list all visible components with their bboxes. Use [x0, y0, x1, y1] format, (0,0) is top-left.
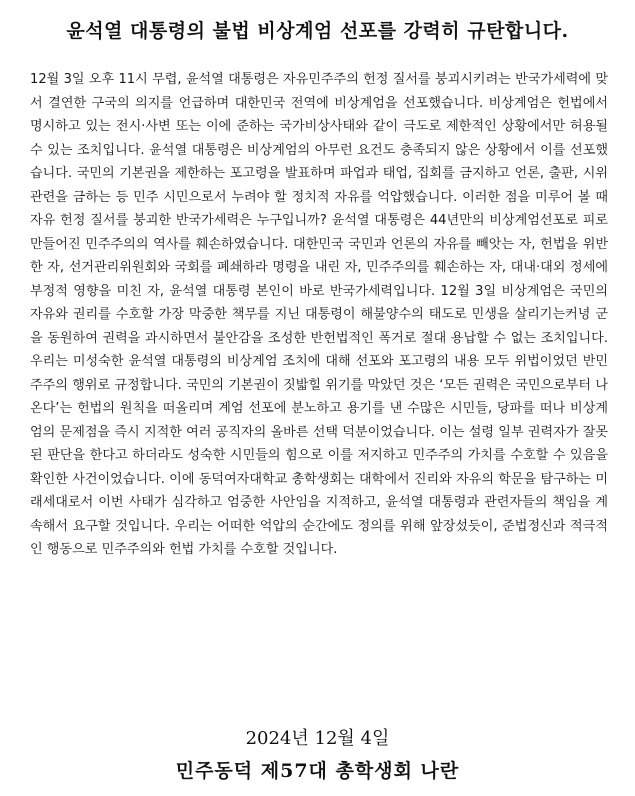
statement-date: 2024년 12월 4일 [245, 728, 390, 749]
statement-body: 12월 3일 오후 11시 무렵, 윤석열 대통령은 자유민주주의 헌정 질서를 붕괴시키려는 반국가세력에 맞서 결연한 구국의 의지를 언급하며 대한민국 전역에 비상계엄을 선포했습니다. 비상계엄은 헌법에서 명시하고 있는 전시·사변 또는 이에 준하는 국가비상사태와 같이 극도로 제한적인 상황에서만 허용될 수 있는 조치입니다. 윤석열 대통령은 비상계엄의 아무런 요건도 충족되지 않은 상황에서 이를 선포했습니다. 국민의 기본권을 제한하는 포고령을 발표하며 파업과 태업, 집회를 금지하고 언론, 출판, 시위 관련을 금하는 등 민주 시민으로서 누려야 할 정치적 자유를 억압했습니다. 이러한 점을 미루어 볼 때 자유 헌정 질서를 붕괴한 반국가세력은 누구입니까? 윤석열 대통령은 44년만의 비상계엄선포로 피로 만들어진 민주주의의 역사를 훼손하였습니다. 대한민국 국민과 언론의 자유를 빼앗는 자, 헌법을 위반한 자, 선거관리위원회와 국회를 폐쇄하라 명령을 내린 자, 민주주의를 훼손하는 자, 대내·대외 정세에 부정적 영향을 미친 자, 윤석열 대통령 본인이 바로 반국가세력입니다. 12월 3일 비상계엄은 국민의 자유와 권리를 수호할 가장 막중한 책무를 지닌 대통령이 해불양수의 태도로 민생을 살리기는커녕 군을 동원하여 권력을 과시하면서 불안감을 조성한 반헌법적인 폭거로 절대 용납할 수 없는 조치입니다. 우리는 미성숙한 윤석열 대통령의 비상계엄 조치에 대해 선포와 포고령의 내용 모두 위법이었던 반민주주의 행위로 규정합니다. 국민의 기본권이 짓밟힐 위기를 막았던 것은 ‘모든 권력은 국민으로부터 나온다’는 헌법의 원칙을 떠올리며 계엄 선포에 분노하고 용기를 낸 수많은 시민들, 당파를 떠나 비상계엄의 문제점을 즉시 지적한 여러 공직자의 올바른 선택 덕분이었습니다. 이는 설령 일부 권력자가 잘못된 판단을 한다고 하더라도 성숙한 시민들의 힘으로 이를 저지하고 민주주의 가치를 수호할 수 있음을 확인한 사건이었습니다. 이에 동덕여자대학교 총학생회는 대학에서 진리와 자유의 학문을 탐구하는 미래세대로서 이번 사태가 심각하고 엄중한 사안임을 지적하고, 윤석열 대통령과 관련자들의 책임을 계속해서 요구할 것입니다. 우리는 어떠한 억압의 순간에도 정의를 위해 앞장섰듯이, 준법정신과 적극적인 행동으로 민주주의와 헌법 가치를 수호할 것입니다. [30, 72, 609, 557]
document-title: 윤석열 대통령의 불법 비상계엄 선포를 강력히 규탄합니다. [66, 20, 569, 42]
signature-line: 민주동덕 제57대 총학생회 나란 [175, 760, 460, 782]
